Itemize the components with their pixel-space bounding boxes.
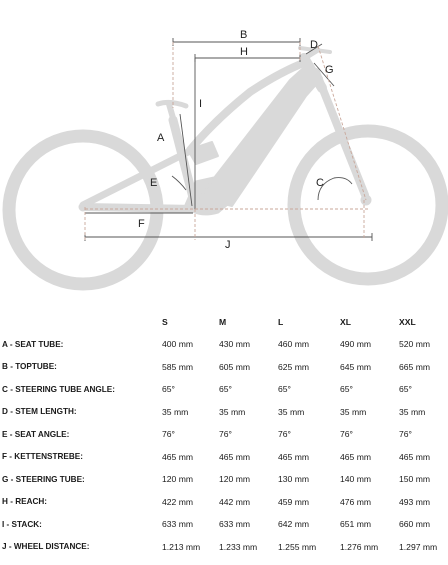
table-cell: 35 mm [219,406,246,417]
size-header: XXL [399,317,416,327]
table-row [0,446,448,469]
table-cell: 520 mm [399,339,431,350]
table-cell: 442 mm [219,496,251,507]
table-cell: 35 mm [278,406,305,417]
table-cell: 76° [219,429,232,440]
label-h: H [240,46,248,58]
table-cell: 130 mm [278,474,310,485]
table-cell: 605 mm [219,361,251,372]
row-label: D - STEM LENGTH: [2,407,77,417]
table-row [0,468,448,491]
table-cell: 465 mm [219,451,251,462]
size-header-row [0,311,448,333]
label-i: I [199,98,203,110]
row-label: E - SEAT ANGLE: [2,429,70,439]
table-row [0,513,448,536]
table-cell: 76° [399,429,412,440]
table-cell: 430 mm [219,339,251,350]
table-cell: 65° [278,384,291,395]
table-cell: 65° [162,384,175,395]
geometry-table [0,311,448,558]
size-header: M [219,317,227,327]
label-d: D [310,39,318,51]
header-spacer [0,311,162,333]
table-cell: 465 mm [278,451,310,462]
row-label: F - KETTENSTREBE: [2,452,83,462]
label-a: A [157,132,165,144]
table-cell: 633 mm [162,519,194,530]
table-cell: 645 mm [340,361,372,372]
table-row [0,401,448,424]
table-cell: 422 mm [162,496,194,507]
row-label: H - REACH: [2,497,48,507]
table-cell: 140 mm [340,474,372,485]
table-cell: 76° [162,429,175,440]
table-cell: 1.276 mm [340,541,379,552]
label-b: B [240,29,248,41]
table-row [0,378,448,401]
table-cell: 35 mm [399,406,426,417]
table-cell: 465 mm [162,451,194,462]
table-cell: 76° [340,429,353,440]
table-cell: 1.255 mm [278,541,317,552]
size-header: L [278,317,284,327]
table-cell: 465 mm [340,451,372,462]
row-label: B - TOPTUBE: [2,362,57,372]
table-cell: 35 mm [340,406,367,417]
size-header: XL [340,317,351,327]
table-row [0,491,448,514]
row-label: I - STACK: [2,519,42,529]
table-cell: 460 mm [278,339,310,350]
table-cell: 459 mm [278,496,310,507]
table-cell: 1.297 mm [399,541,438,552]
row-label: J - WHEEL DISTANCE: [2,542,90,552]
table-cell: 1.213 mm [162,541,201,552]
row-label: C - STEERING TUBE ANGLE: [2,384,115,394]
table-cell: 120 mm [219,474,251,485]
table-cell: 1.233 mm [219,541,258,552]
table-cell: 633 mm [219,519,251,530]
table-cell: 400 mm [162,339,194,350]
table-row [0,356,448,379]
table-cell: 660 mm [399,519,431,530]
label-g: G [325,64,334,76]
table-cell: 65° [399,384,412,395]
table-row [0,423,448,446]
table-cell: 642 mm [278,519,310,530]
table-cell: 65° [340,384,353,395]
table-cell: 476 mm [340,496,372,507]
row-label: A - SEAT TUBE: [2,339,64,349]
table-cell: 651 mm [340,519,372,530]
size-header: S [162,317,168,327]
table-cell: 35 mm [162,406,189,417]
table-cell: 120 mm [162,474,194,485]
table-cell: 150 mm [399,474,431,485]
table-cell: 465 mm [399,451,431,462]
table-row [0,333,448,356]
label-j: J [225,239,231,251]
table-cell: 493 mm [399,496,431,507]
row-label: G - STEERING TUBE: [2,474,85,484]
table-cell: 76° [278,429,291,440]
table-cell: 490 mm [340,339,372,350]
table-cell: 65° [219,384,232,395]
label-c: C [316,177,324,189]
table-row [0,536,448,559]
table-cell: 625 mm [278,361,310,372]
label-f: F [138,218,145,230]
label-e: E [150,177,158,189]
table-cell: 665 mm [399,361,431,372]
table-cell: 585 mm [162,361,194,372]
